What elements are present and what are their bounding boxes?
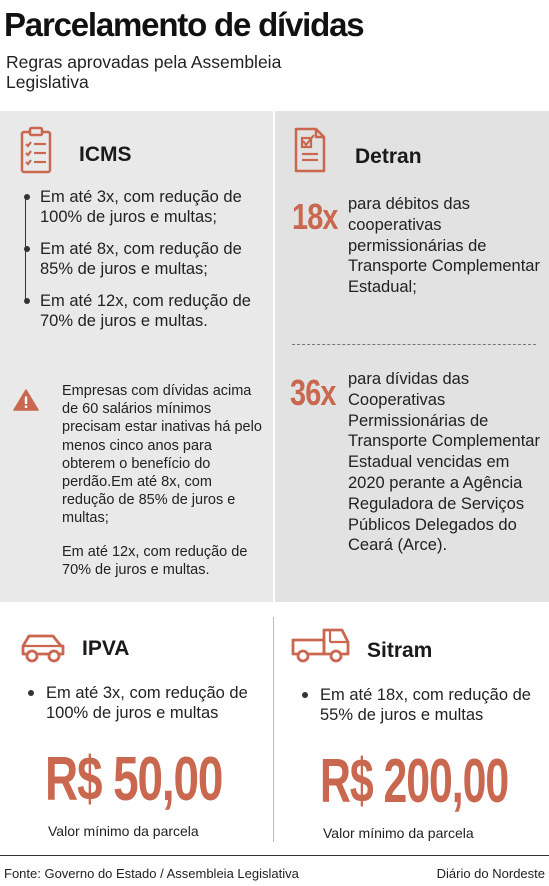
detran-installments-18x: 18x [292, 196, 338, 237]
list-item: Em até 8x, com redução de 85% de juros e multas; [30, 239, 270, 279]
list-item: Em até 3x, com redução de 100% de juros e multas [42, 683, 272, 723]
icms-note-extra: Em até 12x, com redução de 70% de juros e multas. [62, 544, 248, 579]
sitram-min-value: R$ 200,00 [320, 747, 509, 816]
list-item: Em até 3x, com redução de 100% de juros e multas; [30, 187, 270, 227]
sitram-list [316, 685, 546, 725]
icms-panel [0, 111, 273, 602]
ipva-min-label: Valor mínimo da parcela [48, 823, 199, 839]
list-item: Em até 18x, com redução de 55% de juros e multas [316, 685, 546, 725]
column-divider [273, 617, 274, 842]
truck-icon [290, 624, 352, 666]
sitram-min-label: Valor mínimo da parcela [323, 825, 474, 841]
clipboard-icon [20, 126, 52, 174]
ipva-heading: IPVA [82, 637, 130, 660]
warning-icon [13, 388, 39, 412]
ipva-min-value: R$ 50,00 [45, 745, 223, 814]
icms-list [30, 187, 270, 343]
footer-source: Fonte: Governo do Estado / Assembleia Legislativa [4, 866, 299, 881]
detran-item-text: para dívidas das Cooperativas Permissionárias de Transporte Complementar Estadual vencidas em 2020 perante a Agência Reguladora de Serviços Públicos Delegados do Ceará (Arce). [348, 370, 540, 555]
sitram-heading: Sitram [367, 639, 433, 662]
icms-note: Empresas com dívidas acima de 60 salários mínimos precisam estar inativas há pelo menos cinco anos para obterem o benefício do perdão.Em até 8x, com redução de 85% de juros e multas; [62, 383, 262, 527]
footer-credit: Diário do Nordeste [436, 866, 545, 881]
page-subtitle: Regras aprovadas pela Assembleia Legislativa [6, 52, 282, 92]
detran-installments-36x: 36x [290, 372, 336, 413]
icms-heading: ICMS [79, 143, 132, 166]
detran-heading: Detran [355, 145, 422, 168]
footer-divider [0, 855, 549, 856]
car-icon [19, 630, 67, 664]
list-item: Em até 12x, com redução de 70% de juros e multas. [30, 291, 270, 331]
detran-item-text: para débitos das cooperativas permissionárias de Transporte Complementar Estadual; [348, 195, 540, 297]
divider [292, 344, 536, 345]
document-icon [293, 126, 327, 174]
page-title: Parcelamento de dívidas [4, 6, 364, 43]
ipva-list [42, 683, 272, 723]
